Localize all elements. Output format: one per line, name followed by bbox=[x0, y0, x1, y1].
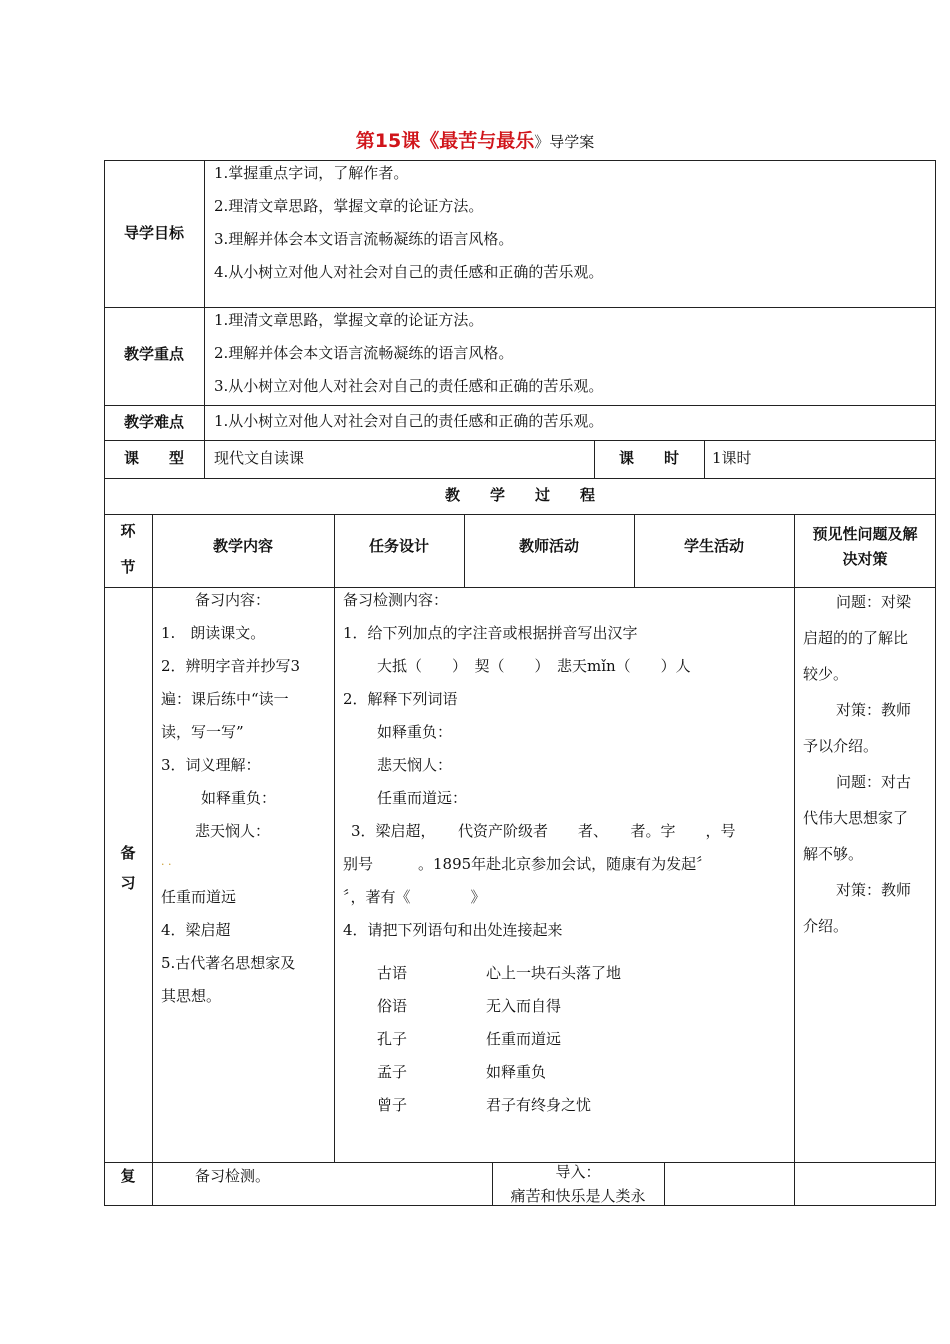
review-teacher: 导入： 痛苦和快乐是人类永 bbox=[510, 1163, 646, 1205]
objective-item: 3.理解并体会本文语言流畅凝练的语言风格。 bbox=[214, 230, 514, 248]
problem-line: 予以介绍。 bbox=[803, 737, 879, 755]
content-line: 悲天悯人： bbox=[195, 822, 271, 840]
content-line: 遍：课后练中“读一 bbox=[161, 690, 289, 708]
task-line: 备习检测内容： bbox=[343, 591, 449, 609]
problem-line: 较少。 bbox=[803, 665, 849, 683]
problem-line: 解不够。 bbox=[803, 845, 864, 863]
content-line: 5.古代著名思想家及 bbox=[161, 954, 296, 972]
problem-line: 代伟大思想家了 bbox=[803, 809, 909, 827]
match-quote: 任重而道远 bbox=[486, 1030, 562, 1048]
course-type-label: 课 型 bbox=[123, 449, 184, 467]
objective-item: 1.掌握重点字词，了解作者。 bbox=[214, 164, 409, 182]
match-source: 孔子 bbox=[377, 1030, 408, 1048]
task-line: 大抵（ ） 契（ ） 悲天mǐn（ ）人 bbox=[377, 657, 691, 675]
task-line: 别号 。1895年赴北京参加会试，随康有为发起〞 bbox=[343, 855, 712, 873]
header-student: 学生活动 bbox=[683, 537, 744, 555]
match-left-list bbox=[377, 957, 467, 1122]
content-line: 2．辨明字音并抄写3 bbox=[161, 657, 301, 675]
content-line: 如释重负： bbox=[201, 789, 277, 807]
objective-item: 2.理清文章思路，掌握文章的论证方法。 bbox=[214, 197, 484, 215]
key-point-item: 2.理解并体会本文语言流畅凝练的语言风格。 bbox=[214, 344, 514, 362]
content-line: 4．梁启超 bbox=[161, 921, 231, 939]
document-title bbox=[0, 126, 950, 153]
content-line: 其思想。 bbox=[161, 987, 222, 1005]
problem-line: 介绍。 bbox=[803, 917, 849, 935]
problem-line: 启超的的了解比 bbox=[803, 629, 909, 647]
mark-dots: · · bbox=[161, 858, 172, 871]
problem-line: 问题：对古 bbox=[836, 773, 912, 791]
match-quote: 君子有终身之忧 bbox=[486, 1096, 592, 1114]
match-quote: 如释重负 bbox=[486, 1063, 547, 1081]
content-line: 备习内容： bbox=[195, 591, 271, 609]
task-line: 如释重负： bbox=[377, 723, 453, 741]
review-content: 备习检测。 bbox=[195, 1167, 271, 1185]
header-problems: 预见性问题及解 决对策 bbox=[812, 525, 918, 568]
objectives-label: 导学目标 bbox=[123, 224, 184, 242]
title-lesson: 第15课《最苦与最乐 bbox=[355, 130, 535, 152]
problem-line: 对策：教师 bbox=[836, 701, 912, 719]
key-points-label: 教学重点 bbox=[123, 345, 184, 363]
problem-line: 问题：对梁 bbox=[836, 593, 912, 611]
header-section: 环 节 bbox=[120, 522, 136, 576]
content-line: 3．词义理解： bbox=[161, 756, 261, 774]
task-line: 4．请把下列语句和出处连接起来 bbox=[343, 921, 563, 939]
key-points-list bbox=[214, 304, 924, 403]
header-task: 任务设计 bbox=[368, 537, 429, 555]
difficulty-label: 教学难点 bbox=[123, 413, 184, 431]
content-line: 任重而道远 bbox=[161, 888, 237, 906]
header-content: 教学内容 bbox=[212, 537, 273, 555]
title-suffix: 导学案 bbox=[549, 133, 595, 151]
section-review: 复 bbox=[120, 1167, 136, 1185]
match-source: 孟子 bbox=[377, 1063, 408, 1081]
process-heading: 教 学 过 程 bbox=[444, 486, 595, 504]
match-quote: 无入而自得 bbox=[486, 997, 562, 1015]
course-type-value: 现代文自读课 bbox=[214, 449, 305, 467]
content-line: 1. 朗读课文。 bbox=[161, 624, 266, 642]
preview-problems bbox=[803, 584, 933, 944]
task-line: 3．梁启超， 代资产阶级者 者、 者。字 ，号 bbox=[351, 822, 736, 840]
key-point-item: 1.理清文章思路，掌握文章的论证方法。 bbox=[214, 311, 484, 329]
task-line: 1．给下列加点的字注音或根据拼音写出汉字 bbox=[343, 624, 638, 642]
match-right-list bbox=[486, 957, 786, 1122]
preview-content bbox=[161, 584, 333, 1013]
preview-task bbox=[343, 584, 791, 947]
match-source: 曾子 bbox=[377, 1096, 408, 1114]
section-preview: 备 习 bbox=[120, 844, 136, 892]
match-source: 古语 bbox=[377, 964, 408, 982]
problem-line: 对策：教师 bbox=[836, 881, 912, 899]
task-line: 任重而道远： bbox=[377, 789, 468, 807]
objective-item: 4.从小树立对他人对社会对自己的责任感和正确的苦乐观。 bbox=[214, 263, 604, 281]
hours-value: 1课时 bbox=[712, 449, 752, 467]
match-source: 俗语 bbox=[377, 997, 408, 1015]
task-line: 2．解释下列词语 bbox=[343, 690, 458, 708]
task-line: 悲天悯人： bbox=[377, 756, 453, 774]
title-close: 》 bbox=[534, 133, 550, 151]
task-line: 〞，著有《 》 bbox=[343, 888, 486, 906]
key-point-item: 3.从小树立对他人对社会对自己的责任感和正确的苦乐观。 bbox=[214, 377, 604, 395]
match-quote: 心上一块石头落了地 bbox=[486, 964, 622, 982]
hours-label: 课 时 bbox=[618, 449, 679, 467]
content-line: 读，写一写” bbox=[161, 723, 244, 741]
difficulty-item: 1.从小树立对他人对社会对自己的责任感和正确的苦乐观。 bbox=[214, 412, 604, 430]
header-teacher: 教师活动 bbox=[518, 537, 579, 555]
objectives-list bbox=[214, 157, 924, 289]
